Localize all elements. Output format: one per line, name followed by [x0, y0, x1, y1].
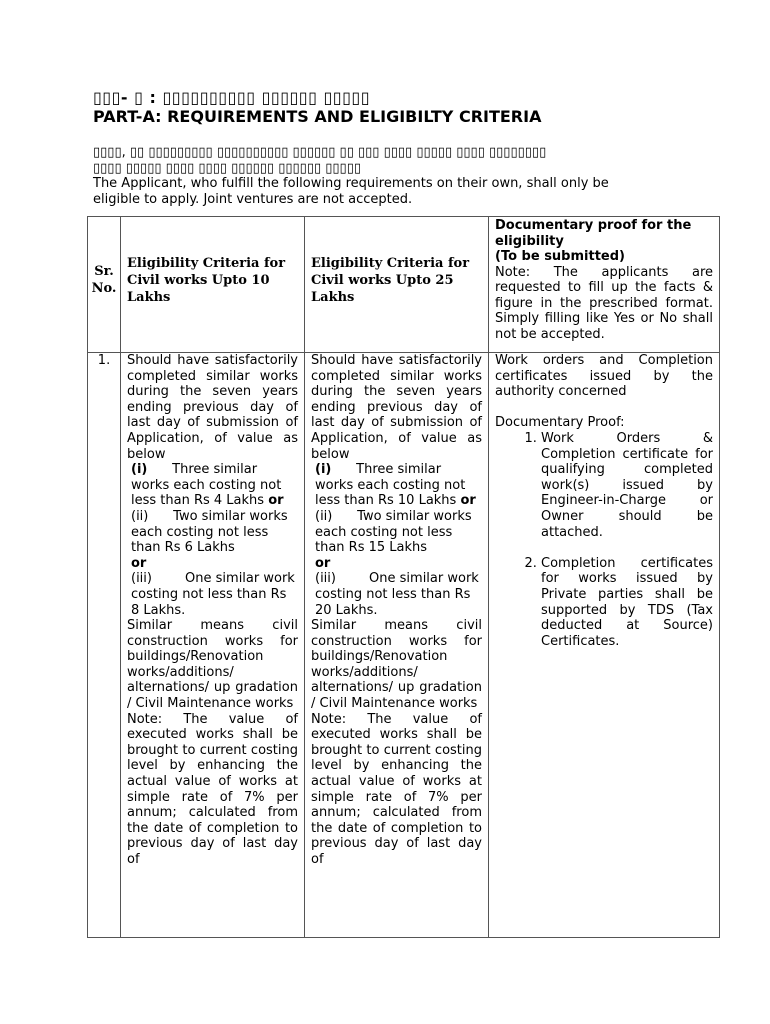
- similar-definition: Similar means civil construction works for buildings/Renovation works/additions/ alternations/ up gradation / Civil Maintenance works: [127, 618, 298, 712]
- option-3-label: (iii): [131, 571, 152, 587]
- option-2-text: Two similar works each costing not less than Rs 6 Lakhs: [131, 508, 288, 556]
- criteria-paragraph: Should have satisfactorily completed similar works during the seven years ending previous day of last day of submission of Application, of value as below: [127, 353, 298, 462]
- header-sr-no: Sr. No.: [88, 217, 121, 353]
- option-1-text: Three similar works each costing not less than Rs 10 Lakhs: [315, 462, 466, 509]
- value-note: Note: The value of executed works shall be brought to current costing level by enhancing the actual value of works at simple rate of 7% per annum; calculated from the date of completion to previous day of last day of: [127, 711, 298, 867]
- option-1: [127, 462, 298, 509]
- option-1-text: Three similar works each costing not less than Rs 4 Lakhs: [131, 462, 282, 509]
- option-3: [311, 571, 482, 618]
- intro-english-line-1: The Applicant, who fulfill the following requirements on their own, shall only be: [93, 176, 609, 191]
- header-doc-subtitle: (To be submitted): [495, 249, 625, 264]
- similar-definition: Similar means civil construction works for buildings/Renovation works/additions/ alternations/ up gradation / Civil Maintenance works: [311, 618, 482, 712]
- doc-proof-list: [495, 431, 713, 649]
- or-label: or: [460, 493, 476, 509]
- header-criteria-10-lakhs: Eligibility Criteria for Civil works Upto 10 Lakhs: [121, 217, 305, 353]
- header-doc-note: Note: The applicants are requested to fill up the facts & figure in the prescribed format. Simply filling like Yes or No shall not be accepted.: [495, 264, 713, 342]
- heading-hindi: ▯▯▯- ▯ : ▯▯▯▯▯▯▯▯▯▯ ▯▯▯▯▯▯ ▯▯▯▯▯: [93, 88, 371, 107]
- option-2-text: Two similar works each costing not less than Rs 15 Lakhs: [315, 508, 472, 556]
- or-label: or: [268, 493, 284, 509]
- intro-english-line-2: eligible to apply. Joint ventures are not accepted.: [93, 191, 413, 207]
- option-2-label: (ii): [131, 508, 149, 524]
- row-sr-no: 1.: [88, 353, 121, 938]
- option-3-text: One similar work costing not less than Rs 8 Lakhs.: [131, 571, 295, 618]
- intro-hindi-line-2: ▯▯▯▯ ▯▯▯▯▯ ▯▯▯▯ ▯▯▯▯ ▯▯▯▯▯▯ ▯▯▯▯▯▯ ▯▯▯▯▯: [93, 160, 362, 176]
- page-title: PART-A: REQUIREMENTS AND ELIGIBILTY CRITERIA: [93, 107, 542, 126]
- eligibility-table: [87, 216, 720, 938]
- list-item: 2. Completion certificates for works issued by Private parties shall be supported by TDS (Tax deducted at Source) Certificates.: [541, 556, 713, 650]
- list-item: 1. Work Orders & Completion certificate for qualifying completed work(s) issued by Engineer-in-Charge or Owner should be attached.: [541, 431, 713, 540]
- option-3-text: One similar work costing not less than Rs 20 Lakhs.: [315, 571, 479, 618]
- criteria-10-lakhs-cell: [121, 353, 305, 938]
- header-criteria-25-lakhs: Eligibility Criteria for Civil works Upto 25 Lakhs: [305, 217, 489, 353]
- option-3-label: (iii): [315, 571, 336, 587]
- table-row: [88, 353, 720, 938]
- table-header-row: [88, 217, 720, 353]
- header-documentary-proof: [489, 217, 720, 353]
- or-label: or: [131, 555, 147, 571]
- documentary-proof-cell: [489, 353, 720, 938]
- value-note: Note: The value of executed works shall be brought to current costing level by enhancing the actual value of works at simple rate of 7% per annum; calculated from the date of completion to previous day of last day of: [311, 711, 482, 867]
- option-2: [127, 509, 298, 556]
- option-1-label: (i): [315, 462, 332, 478]
- intro-paragraph: [93, 145, 693, 207]
- criteria-paragraph: Should have satisfactorily completed similar works during the seven years ending previous day of last day of submission of Application, of value as below: [311, 353, 482, 462]
- doc-intro: Work orders and Completion certificates issued by the authority concerned: [495, 353, 713, 400]
- option-1-label: (i): [131, 462, 148, 478]
- option-1: [311, 462, 482, 509]
- option-3: [127, 571, 298, 618]
- or-label: or: [315, 555, 331, 571]
- intro-hindi-line-1: ▯▯▯▯, ▯▯ ▯▯▯▯▯▯▯▯▯ ▯▯▯▯▯▯▯▯▯▯ ▯▯▯▯▯▯ ▯▯ ▯▯▯ ▯▯▯▯ ▯▯▯▯▯ ▯▯▯▯ ▯▯▯▯▯▯▯▯: [93, 145, 547, 160]
- option-2-label: (ii): [315, 508, 333, 524]
- option-2: [311, 509, 482, 556]
- header-doc-title: Documentary proof for the eligibility: [495, 218, 692, 249]
- criteria-25-lakhs-cell: [305, 353, 489, 938]
- doc-proof-label: Documentary Proof:: [495, 415, 625, 431]
